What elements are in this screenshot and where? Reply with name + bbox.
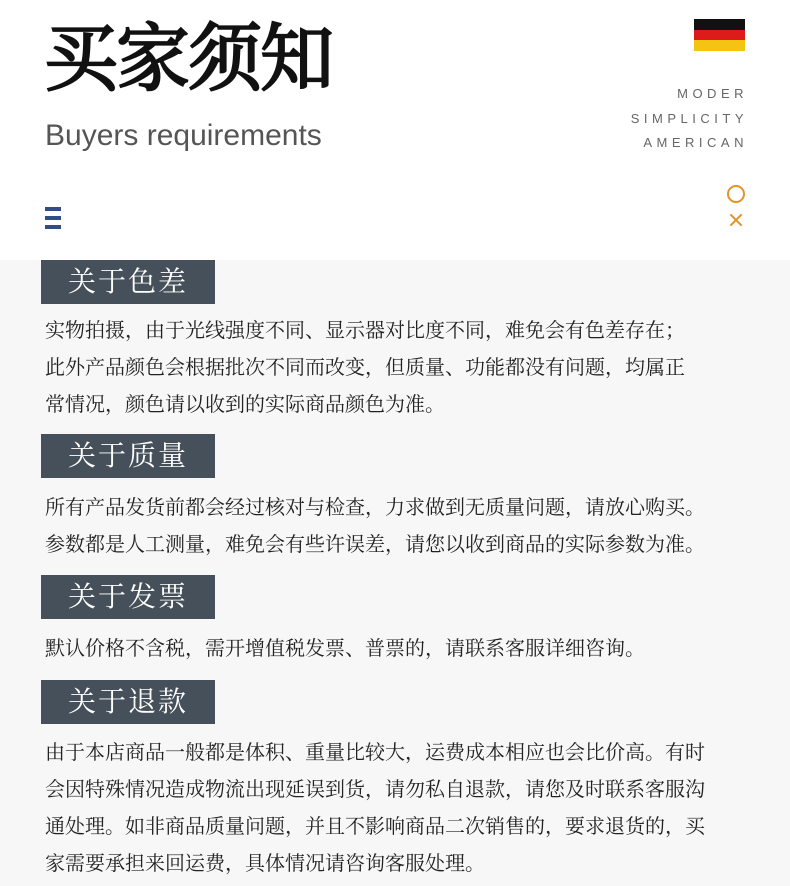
german-flag-icon — [694, 19, 745, 51]
text-line: 由于本店商品一般都是体积、重量比较大，运费成本相应也会比价高。有时 — [45, 740, 705, 764]
text-line: 此外产品颜色会根据批次不同而改变，但质量、功能都没有问题，均属正 — [45, 355, 685, 379]
tagline-line: MODER — [677, 86, 748, 101]
section-text-invoice — [45, 630, 755, 667]
section-title-refund: 关于退款 — [41, 680, 215, 724]
page-title: 买家须知 — [44, 16, 332, 102]
section-title-invoice: 关于发票 — [41, 575, 215, 619]
section-text-color — [45, 312, 755, 423]
content-area — [0, 260, 790, 886]
menu-bars-icon — [45, 207, 61, 229]
tagline-line: AMERICAN — [643, 135, 748, 150]
text-line: 默认价格不含税，需开增值税发票、普票的，请联系客服详细咨询。 — [45, 636, 645, 660]
page-subtitle: Buyers requirements — [45, 119, 322, 152]
text-line: 家需要承担来回运费，具体情况请咨询客服处理。 — [45, 851, 485, 875]
section-text-refund — [45, 734, 755, 882]
header — [0, 0, 790, 260]
section-title-quality: 关于质量 — [41, 434, 215, 478]
text-line: 实物拍摄，由于光线强度不同、显示器对比度不同，难免会有色差存在； — [45, 318, 685, 342]
section-title-color: 关于色差 — [41, 260, 215, 304]
text-line: 参数都是人工测量，难免会有些许误差，请您以收到商品的实际参数为准。 — [45, 532, 705, 556]
section-text-quality — [45, 489, 755, 563]
tagline — [631, 82, 748, 156]
tagline-line: SIMPLICITY — [630, 110, 748, 126]
text-line: 会因特殊情况造成物流出现延误到货，请勿私自退款，请您及时联系客服沟 — [45, 777, 705, 801]
circle-icon — [727, 185, 745, 203]
text-line: 所有产品发货前都会经过核对与检查，力求做到无质量问题，请放心购买。 — [45, 495, 705, 519]
text-line: 通处理。如非商品质量问题，并且不影响商品二次销售的，要求退货的，买 — [45, 814, 705, 838]
text-line: 常情况，颜色请以收到的实际商品颜色为准。 — [45, 392, 445, 416]
close-icon — [728, 212, 744, 228]
